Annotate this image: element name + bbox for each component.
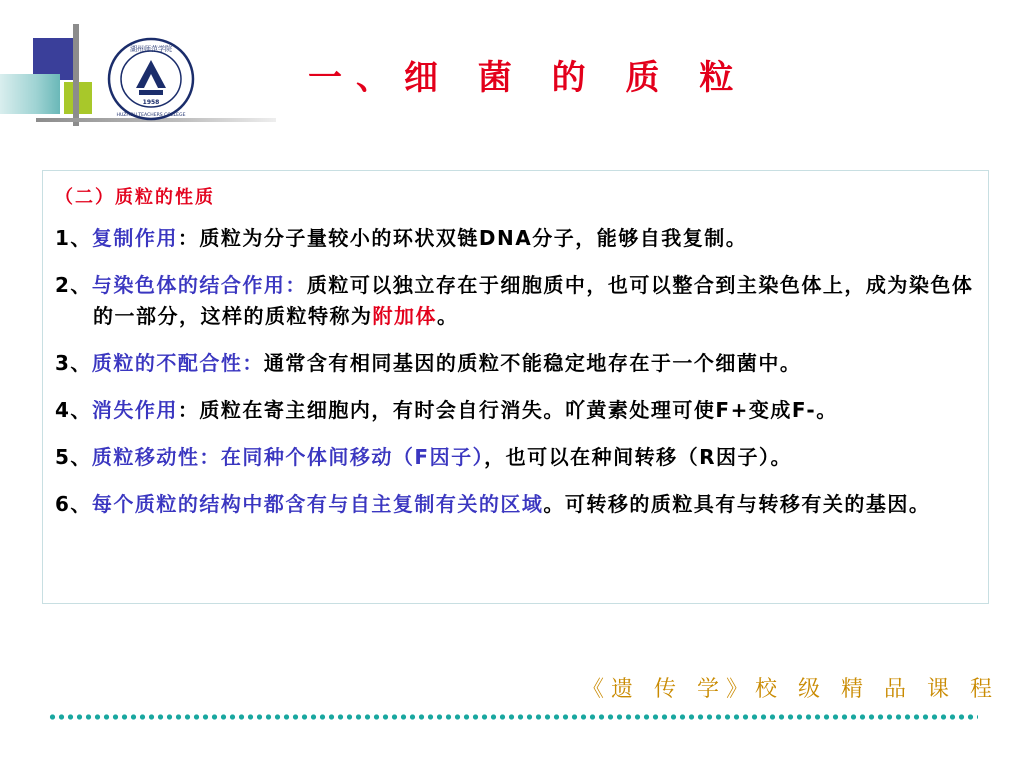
list-item-6 — [55, 489, 974, 520]
list-item-3 — [55, 348, 974, 379]
item-term: 质粒移动性：在同种个体间移动（F因子） — [91, 445, 485, 469]
college-logo — [106, 36, 196, 122]
item-separator: ： — [177, 398, 200, 422]
list-item-5 — [55, 442, 974, 473]
item-text: 质粒为分子量较小的环状双链DNA分子，能够自我复制。 — [199, 226, 748, 250]
item-text: 质粒在寄主细胞内，有时会自行消失。吖黄素处理可使F+变成F-。 — [199, 398, 838, 422]
list-item-1 — [55, 223, 974, 254]
list-item-4 — [55, 395, 974, 426]
item-text-end: 。 — [437, 304, 459, 328]
item-term: 与染色体的结合作用： — [91, 273, 307, 297]
list-item-2 — [55, 270, 974, 332]
logo-year: 1958 — [142, 99, 160, 106]
item-number: 6、 — [55, 492, 92, 516]
section-heading: （二）质粒的性质 — [55, 187, 215, 208]
item-number: 4、 — [55, 398, 92, 422]
item-number: 2、 — [55, 273, 92, 297]
item-text: 通常含有相同基因的质粒不能稳定地存在于一个细菌中。 — [263, 351, 802, 375]
content-box — [42, 170, 989, 604]
page-title: 一、细 菌 的 质 粒 — [308, 58, 748, 98]
item-term: 质粒的不配合性： — [91, 351, 264, 375]
course-label: 《遗 传 学》校 级 精 品 课 程 — [582, 677, 999, 702]
item-text: ，也可以在种间转移（R因子）。 — [484, 445, 792, 469]
item-number: 1、 — [55, 226, 92, 250]
item-separator: ： — [177, 226, 200, 250]
dotted-divider — [48, 713, 978, 721]
item-number: 5、 — [55, 445, 92, 469]
decor-vertical-bar — [73, 24, 79, 126]
item-term: 消失作用 — [91, 398, 178, 422]
logo-top-text: 湖州师范学院 — [130, 45, 172, 53]
item-number: 3、 — [55, 351, 92, 375]
item-highlight: 附加体 — [372, 304, 437, 328]
item-term: 每个质粒的结构中都含有与自主复制有关的区域 — [91, 492, 544, 516]
logo-bottom-text: HUZHOU TEACHERS COLLEGE — [116, 113, 186, 118]
item-term: 复制作用 — [91, 226, 178, 250]
item-text: 质粒可以独立存在于细胞质中，也可以整合到主染色体上，成为染色体的一部分，这样的质粒特称为 — [93, 273, 974, 328]
decor-teal-square — [0, 74, 60, 114]
item-text: 。可转移的质粒具有与转移有关的基因。 — [543, 492, 931, 516]
